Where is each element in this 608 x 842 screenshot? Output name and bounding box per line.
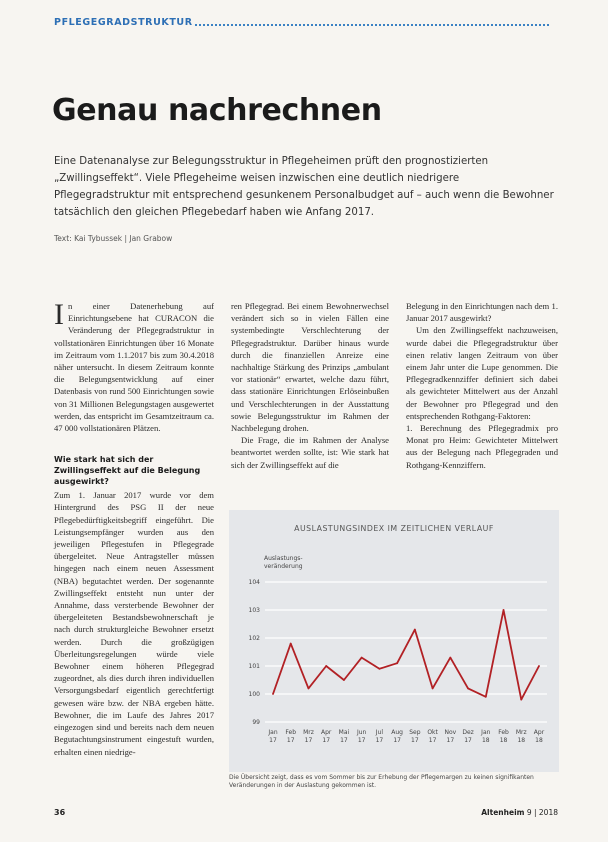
data-point [379, 668, 381, 670]
magazine-issue: 9 | 2018 [526, 808, 558, 817]
x-tick-label: Jul [375, 729, 384, 736]
x-tick-label-year: 17 [464, 737, 472, 744]
x-tick-label: Aug [391, 729, 403, 736]
x-tick-label-year: 17 [428, 737, 437, 744]
paragraph: 1. Berechnung des Pflegegradmix pro Monat pro Heim: Gewichteter Mittelwert aus der Belegung nach Pflegegraden und Rothgang-Kennziffern. [406, 423, 558, 470]
x-tick-label: Apr [321, 729, 332, 736]
x-tick-label: Mai [338, 729, 350, 736]
text-column-2 [231, 300, 389, 471]
x-tick-label-year: 17 [269, 737, 277, 744]
data-point [414, 629, 416, 631]
x-tick-label: Feb [498, 729, 509, 736]
data-point [503, 609, 505, 611]
data-point [308, 688, 310, 690]
paragraph: Belegung in den Einrichtungen nach dem 1. Januar 2017 ausgewirkt? [406, 301, 558, 324]
text-column-3 [406, 300, 558, 471]
data-point [432, 688, 434, 690]
x-tick-label-year: 17 [375, 737, 384, 744]
data-point [290, 643, 292, 645]
paragraph: Zum 1. Januar 2017 wurde vor dem Hintergrund des PSG II der neue Pflegebedürftigkeitsbegriff eingeführt. Die Leistungsempfänger wurden aus den jeweiligen Pflegestufen in Pflegegrade übergeleitet. Neue Antragsteller müssen hingegen nach einem neuen Assessment (NBA) begutachtet werden. Der sogenannte Zwillingseffekt entsteht nun unter der Annahme, dass versterbende Bewohner der übergeleiteten Bestandsbewohnerschaft je nach durch strukturgleiche Bewohner ersetzt werden. Durch die großzügigen Überleitungsregelungen würde viele Bewohner einem höheren Pflegegrad zugeordnet, als dies durch ihren individuellen Versorgungsbedarf eigentlich gerechtfertigt gewesen wäre bzw. der NBA ergeben hätte. Bewohner, die im Laufe des Jahres 2017 eingezogen sind und bereits nach dem neuen Begutachtungsinstrument eingestuft wurden, erhalten einen niedrige- [54, 490, 214, 757]
data-point [272, 693, 274, 695]
x-tick-label: Dez [462, 729, 474, 736]
y-tick-label: 100 [248, 691, 260, 698]
line-chart [229, 510, 559, 772]
data-point [485, 696, 487, 698]
magazine-footer [481, 808, 558, 817]
x-tick-label-year: 17 [411, 737, 419, 744]
article-byline: Text: Kai Tybussek | Jan Grabow [54, 234, 173, 243]
paragraph [54, 300, 214, 434]
data-point [449, 657, 451, 659]
chart-title: AUSLASTUNGSINDEX IM ZEITLICHEN VERLAUF [294, 524, 494, 533]
x-tick-label-year: 17 [393, 737, 401, 744]
x-tick-label: Okt [427, 729, 438, 736]
y-tick-label: 103 [248, 607, 260, 614]
data-point [361, 657, 363, 659]
x-tick-label: Jan [481, 729, 491, 736]
article-title: Genau nachrechnen [52, 93, 382, 128]
magazine-name: Altenheim [481, 808, 525, 817]
x-tick-label: Nov [444, 729, 457, 736]
article-lead: Eine Datenanalyse zur Belegungsstruktur in Pflegeheimen prüft den prognostizierten „Zwillingseffekt“. Viele Pflegeheime weisen inzwischen eine deutlich niedrigere Pflegegradstruktur mit entsprechend gesunkenem Personalbudget auf – auch wenn die Bewohner tatsächlich den gleichen Pflegebedarf haben wie Anfang 2017. [54, 156, 554, 218]
x-tick-label-year: 17 [446, 737, 455, 744]
data-point [467, 688, 469, 690]
section-label: PFLEGEGRADSTRUKTUR [54, 17, 193, 28]
drop-cap: I [54, 298, 64, 331]
data-point [325, 665, 327, 667]
y-tick-label: 104 [248, 579, 260, 586]
x-tick-label: Jun [356, 729, 367, 736]
x-tick-label: Sep [409, 729, 421, 736]
page-number: 36 [54, 808, 66, 817]
x-tick-label-year: 17 [357, 737, 366, 744]
data-point [520, 699, 522, 701]
x-tick-label-year: 17 [340, 737, 348, 744]
x-tick-label: Mrz [303, 729, 314, 736]
y-tick-label: 102 [248, 635, 260, 642]
x-tick-label-year: 18 [499, 737, 508, 744]
subheading: Wie stark hat sich der Zwillingseffekt auf die Belegung ausgewirkt? [54, 455, 201, 487]
x-tick-label: Jan [268, 729, 278, 736]
section-rule [195, 24, 549, 26]
chart-canvas [229, 510, 559, 772]
x-tick-label-year: 18 [535, 737, 543, 744]
x-tick-label-year: 17 [322, 737, 331, 744]
data-point [396, 662, 398, 664]
chart-caption: Die Übersicht zeigt, dass es vom Sommer bis zur Erhebung der Pflegemargen zu keinen signifikanten Veränderungen in der Auslastung gekommen ist. [229, 774, 534, 789]
x-tick-label: Feb [285, 729, 297, 736]
paragraph: Um den Zwillingseffekt nachzuweisen, wurde dabei die Pflegegradstruktur über einen relativ langen Zeitraum von über einem Jahr unter die Lupe genommen. Die Pflegegradkennziffer definiert sich dabei als gewichteter Mittelwert aus der Anzahl der Bewohner pro Pflegegrad und den entsprechenden Rothgang-Faktoren: [406, 325, 558, 421]
x-tick-label: Apr [533, 729, 545, 736]
y-tick-label: 99 [252, 719, 260, 726]
series-line [273, 610, 539, 700]
data-point [343, 679, 345, 681]
x-tick-label-year: 17 [304, 737, 313, 744]
y-axis-label-line2: veränderung [264, 563, 303, 570]
x-tick-label-year: 18 [481, 737, 490, 744]
x-tick-label-year: 18 [517, 737, 526, 744]
y-tick-label: 101 [248, 663, 260, 670]
paragraph: ren Pflegegrad. Bei einem Bewohnerwechsel verändert sich so in vielen Fällen eine systembedingte Verschlechterung der Pflegegradstruktur. Darüber hinaus wurde durch die finanziellen Anreize eine nachhaltige Stärkung des Prinzips „ambulant vor stationär“ erwartet, welche dazu führt, dass stationäre Einrichtungen Erlöseinbußen und Verschlechterungen in der Ausstattung sowie Belegungsstruktur im Rahmen der Nachbelegung drohen. [231, 301, 389, 434]
x-tick-label: Mrz [515, 729, 527, 736]
y-axis-label-line1: Auslastungs- [264, 555, 303, 562]
data-point [538, 665, 540, 667]
x-tick-label-year: 17 [286, 737, 295, 744]
text-column-1 [54, 300, 214, 758]
paragraph-text: n einer Datenerhebung auf Einrichtungsebene hat CURACON die Veränderung der Pflegegradstruktur in vollstationären Einrichtungen über 16 Monate im Zeitraum vom 1.1.2017 bis zum 30.4.2018 näher untersucht. In diesem Zeitraum konnte die Belegungsentwicklung auf einer Datenbasis von rund 500 Einrichtungen sowie von 31 Millionen Belegungstagen ausgewertet werden, das entspricht im Gesamtzeitraum ca. 47 000 vollstationären Plätzen. [54, 301, 214, 434]
paragraph: Die Frage, die im Rahmen der Analyse beantwortet werden sollte, ist: Wie stark hat sich der Zwillingseffekt auf die [231, 435, 389, 470]
